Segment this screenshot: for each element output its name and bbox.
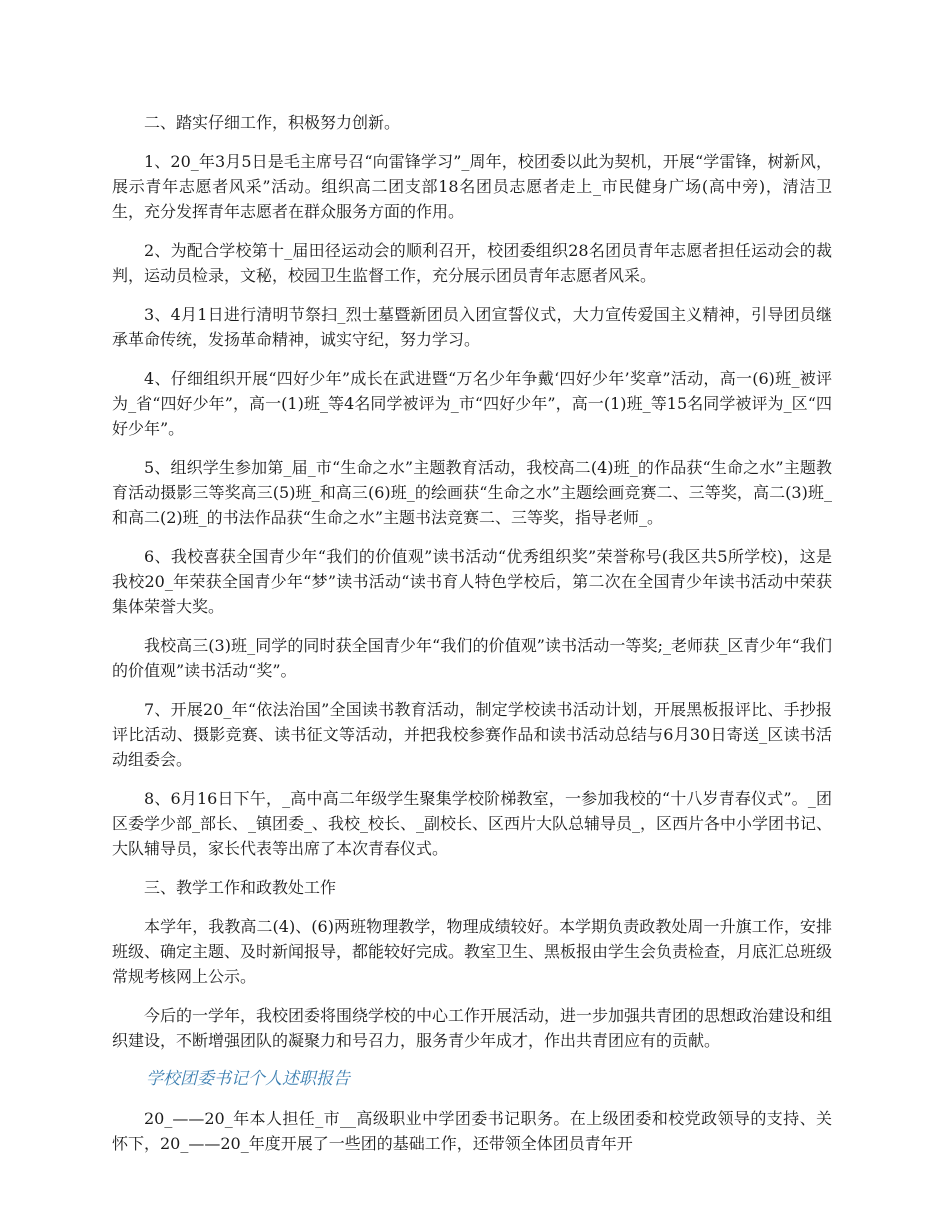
paragraph-item-6-continued: 我校高三(3)班_同学的同时获全国青少年“我们的价值观”读书活动一等奖;_老师获_区青少年“我们的价值观”读书活动“奖”。 [112,636,832,680]
paragraph-item-4: 4、仔细组织开展“四好少年”成长在武进暨“万名少年争戴‘四好少年’奖章”活动，高一(6)班_被评为_省“四好少年”，高一(1)班_等4名同学被评为_市“四好少年”，高一(1)班_等15名同学被评为_区“四好少年”。 [112,369,832,438]
paragraph-report-intro: 20_——20_年本人担任_市__高级职业中学团委书记职务。在上级团委和校党政领导的支持、关怀下，20_——20_年度开展了一些团的基础工作，还带领全体团员青年开 [112,1109,832,1153]
paragraph-item-3: 3、4月1日进行清明节祭扫_烈士墓暨新团员入团宣誓仪式，大力宣传爱国主义精神，引导团员继承革命传统，发扬革命精神，诚实守纪，努力学习。 [112,305,832,349]
paragraph-item-1: 1、20_年3月5日是毛主席号召“向雷锋学习”_周年，校团委以此为契机，开展“学雷锋，树新风，展示青年志愿者风采”活动。组织高二团支部18名团员志愿者走上_市民健身广场(高中旁)，清洁卫生，充分发挥青年志愿者在群众服务方面的作用。 [112,152,832,221]
paragraph-item-5: 5、组织学生参加第_届_市“生命之水”主题教育活动，我校高二(4)班_的作品获“生命之水”主题教育活动摄影三等奖高三(5)班_和高三(6)班_的绘画获“生命之水”主题绘画竞赛二、三等奖，高二(3)班_和高二(2)班_的书法作品获“生命之水”主题书法竞赛二、三等奖，指导老师_。 [112,458,832,527]
paragraph-item-7: 7、开展20_年“依法治国”全国读书教育活动，制定学校读书活动计划，开展黑板报评比、手抄报评比活动、摄影竞赛、读书征文等活动，并把我校参赛作品和读书活动总结与6月30日寄送_区读书活动组委会。 [112,700,832,769]
paragraph-item-2: 2、为配合学校第十_届田径运动会的顺利召开，校团委组织28名团员青年志愿者担任运动会的裁判，运动员检录，文秘，校园卫生监督工作，充分展示团员青年志愿者风采。 [112,241,832,285]
heading-section-3: 三、教学工作和政教处工作 [144,878,337,897]
paragraph-item-6: 6、我校喜获全国青少年“我们的价值观”读书活动“优秀组织奖”荣誉称号(我区共5所学校)，这是我校20_年荣获全国青少年“梦”读书活动“读书育人特色学校后，第二次在全国青少年读书活动中荣获集体荣誉大奖。 [112,547,832,616]
report-title: 学校团委书记个人述职报告 [146,1069,350,1089]
paragraph-item-8: 8、6月16日下午，_高中高二年级学生聚集学校阶梯教室，一参加我校的“十八岁青春仪式”。_团区委学少部_部长、_镇团委_、我校_校长、_副校长、区西片大队总辅导员_，区西片各中小学团书记、大队辅导员，家长代表等出席了本次青春仪式。 [112,789,833,858]
heading-section-2: 二、踏实仔细工作，积极努力创新。 [144,113,401,132]
paragraph-future: 今后的一学年，我校团委将围绕学校的中心工作开展活动，进一步加强共青团的思想政治建设和组织建设，不断增强团队的凝聚力和号召力，服务青少年成才，作出共青团应有的贡献。 [112,1006,833,1050]
paragraph-teaching: 本学年，我教高二(4)、(6)两班物理教学，物理成绩较好。本学期负责政教处周一升旗工作，安排班级、确定主题、及时新闻报导，都能较好完成。教室卫生、黑板报由学生会负责检查，月底汇总班级常规考核网上公示。 [112,917,833,986]
